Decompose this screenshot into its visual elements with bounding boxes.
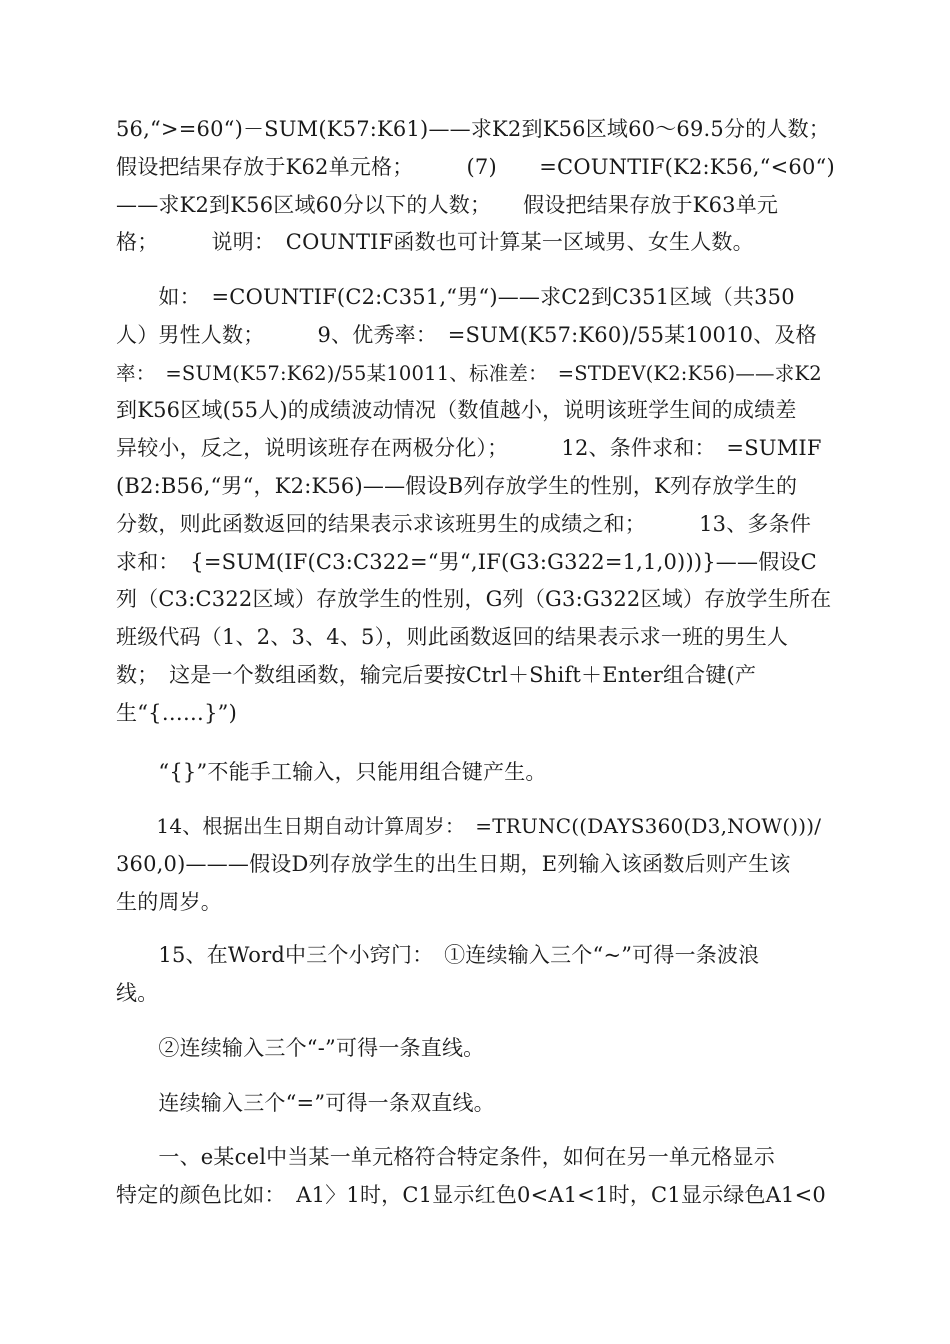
text-line: ②连续输入三个“-”可得一条直线。 — [116, 1036, 485, 1060]
text-line: 生的周岁。 — [116, 889, 222, 914]
text-line: 线。 — [116, 980, 159, 1005]
paragraph-braces-note — [116, 754, 838, 792]
text-line: 360,0)———假设D列存放学生的出生日期，E列输入该函数后则产生该 — [116, 851, 791, 876]
text-line: 14、根据出生日期自动计算周岁： =TRUNC((DAYS360(D3,NOW()))/ — [116, 814, 822, 838]
text-line: 求和： {=SUM(IF(C3:C322=“男“,IF(G3:G322=1,1,0)))}——假设C — [116, 549, 817, 574]
paragraph-double-line — [116, 1085, 838, 1123]
text-line: 异较小，反之，说明该班存在两极分化）； 12、条件求和： =SUMIF — [116, 436, 822, 461]
paragraph-age-calc — [116, 808, 838, 921]
text-line: 列（C3:C322区域）存放学生的性别，G列（G3:G322区域）存放学生所在 — [116, 587, 832, 612]
text-line: 人）男性人数； 9、优秀率： =SUM(K57:K60)/55某10010、及格 — [116, 322, 817, 347]
text-line: 特定的颜色比如： A1〉1时，C1显示红色0<A1<1时，C1显示绿色A1<0 — [116, 1182, 826, 1207]
text-line: (B2:B56,“男“，K2:K56)——假设B列存放学生的性别，K列存放学生的 — [116, 473, 798, 498]
text-line: 格； 说明： COUNTIF函数也可计算某一区域男、女生人数。 — [116, 230, 754, 255]
paragraph-straight-line — [116, 1030, 838, 1068]
paragraph-formulas — [116, 279, 838, 733]
paragraph-word-tips — [116, 937, 838, 1013]
text-line: 56,“>=60“)－SUM(K57:K61)——求K2到K56区域60～69.5分的人数； — [116, 117, 830, 141]
text-line: 率： =SUM(K57:K62)/55某10011、标准差： =STDEV(K2:K56)——求K2 — [116, 361, 822, 385]
text-line: 15、在Word中三个小窍门： ①连续输入三个“~”可得一条波浪 — [116, 943, 760, 967]
text-line: “{}”不能手工输入，只能用组合键产生。 — [116, 760, 547, 784]
text-line: 到K56区域(55人)的成绩波动情况（数值越小，说明该班学生间的成绩差 — [116, 398, 797, 423]
text-line: 一、e某cel中当某一单元格符合特定条件，如何在另一单元格显示 — [116, 1145, 775, 1169]
text-line: 分数，则此函数返回的结果表示求该班男生的成绩之和； 13、多条件 — [116, 511, 812, 536]
text-line: 如： =COUNTIF(C2:C351,“男“)——求C2到C351区域（共350 — [116, 285, 795, 309]
paragraph-excel-color — [116, 1139, 838, 1215]
text-line: ——求K2到K56区域60分以下的人数； 假设把结果存放于K63单元 — [116, 192, 779, 217]
text-line: 数； 这是一个数组函数，输完后要按Ctrl＋Shift＋Enter组合键(产 — [116, 662, 757, 687]
text-line: 班级代码（1、2、3、4、5），则此函数返回的结果表示求一班的男生人 — [116, 625, 789, 650]
text-line: 生“{……}”) — [116, 700, 237, 725]
text-line: 连续输入三个“=”可得一条双直线。 — [116, 1091, 495, 1115]
text-line: 假设把结果存放于K62单元格； (7) =COUNTIF(K2:K56,“<60“) — [116, 154, 835, 179]
paragraph-countif-ranges — [116, 111, 838, 262]
